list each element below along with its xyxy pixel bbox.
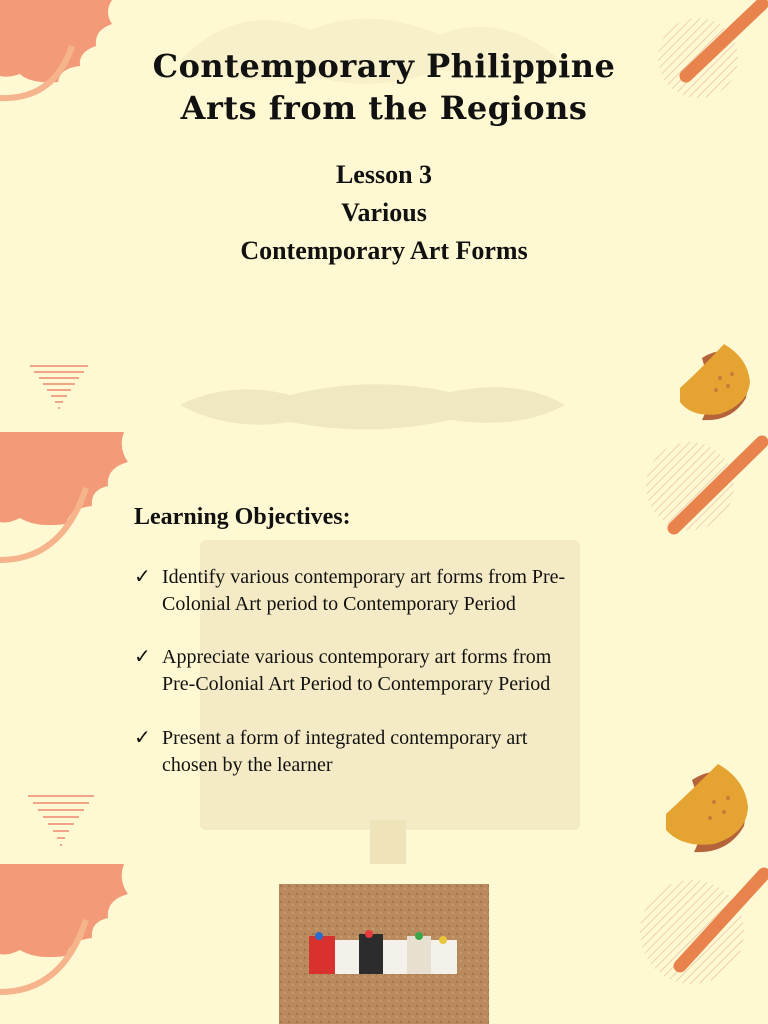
- create-slide: [0, 864, 768, 1024]
- title-line-1: Contemporary Philippine: [152, 47, 616, 85]
- objective-text-line-1: Appreciate various contemporary art forms from: [162, 646, 552, 668]
- fruit-decoration: [660, 758, 760, 864]
- objective-item: [134, 564, 674, 618]
- striped-triangle-decoration: [26, 792, 96, 852]
- lesson-line-2: Various: [341, 198, 427, 227]
- objective-text-line-1: Identify various contemporary art forms from Pre-: [162, 566, 566, 588]
- objective-item: [134, 644, 674, 698]
- objective-text-line-1: Present a form of integrated contemporary art: [162, 727, 528, 749]
- title-line-2: Arts from the Regions: [180, 89, 588, 127]
- faint-ground-illustration: [170, 370, 570, 432]
- striped-triangle-decoration: [28, 362, 90, 418]
- lesson-line-3: Contemporary Art Forms: [240, 236, 528, 265]
- checkmark-icon: ✓: [134, 566, 151, 588]
- striped-circle-decoration: [640, 432, 768, 542]
- objective-text-line-2: Pre-Colonial Art Period to Contemporary Period: [162, 673, 551, 695]
- checkmark-icon: ✓: [134, 646, 151, 668]
- checkmark-icon: ✓: [134, 727, 151, 749]
- striped-circle-decoration: [640, 864, 768, 988]
- objective-text-line-2: Colonial Art period to Contemporary Period: [162, 593, 516, 615]
- coral-blob-decoration: [0, 432, 130, 572]
- objectives-slide: [0, 432, 768, 864]
- objective-item: [134, 725, 674, 779]
- objective-text-line-2: chosen by the learner: [162, 754, 333, 776]
- title-slide: [0, 0, 768, 432]
- lesson-number: Lesson 3: [335, 160, 433, 189]
- create-image: [279, 884, 489, 1024]
- fruit-decoration: [672, 338, 760, 432]
- coral-blob-decoration: [0, 864, 130, 1004]
- objectives-heading: Learning Objectives:: [134, 504, 351, 530]
- lesson-subtitle: [0, 156, 768, 270]
- corkboard-create-illustration: [279, 884, 489, 1024]
- presentation-title: [0, 45, 768, 129]
